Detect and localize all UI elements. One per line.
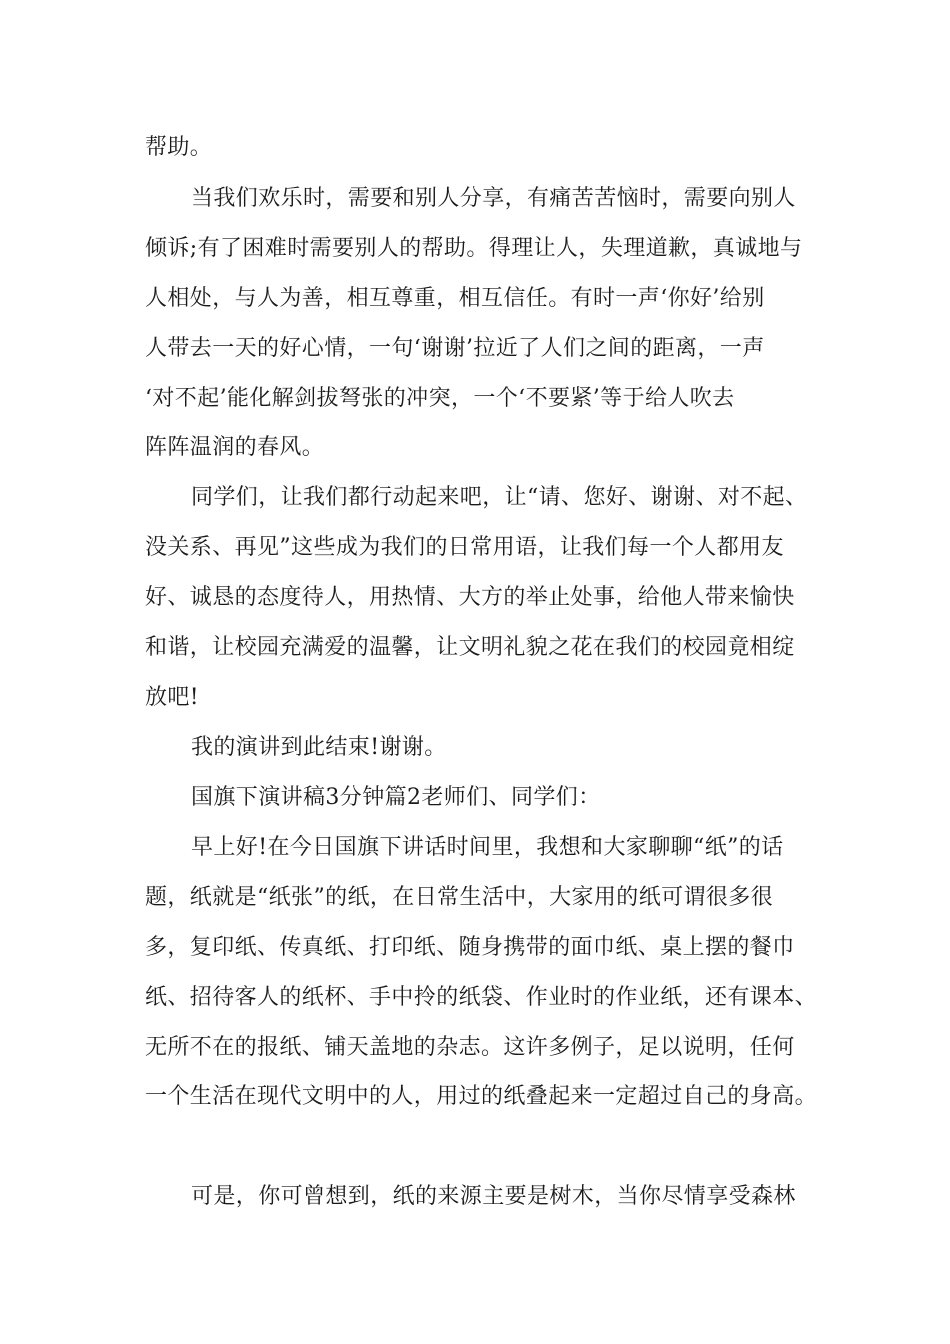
paragraph-start: 我的演讲到此结束!谢谢。 bbox=[191, 735, 447, 760]
paragraph-start: 同学们，让我们都行动起来吧，让“请、您好、谢谢、对不起、 bbox=[191, 485, 808, 510]
text-line: 无所不在的报纸、铺天盖地的杂志。这许多例子，足以说明，任何 bbox=[145, 1035, 795, 1060]
paragraph-start: 早上好!在今日国旗下讲话时间里，我想和大家聊聊“纸”的话 bbox=[191, 835, 784, 860]
text-line: ‘对不起’能化解剑拔弩张的冲突，一个‘不要紧’等于给人吹去 bbox=[145, 386, 735, 411]
paragraph-start: 当我们欢乐时，需要和别人分享，有痛苦苦恼时，需要向别人 bbox=[191, 186, 796, 211]
text-line: 帮助。 bbox=[145, 135, 213, 160]
text-line: 人相处，与人为善，相互尊重，相互信任。有时一声‘你好’给别 bbox=[145, 286, 765, 311]
text-line: 题，纸就是“纸张”的纸，在日常生活中，大家用的纸可谓很多很 bbox=[145, 885, 774, 910]
section-heading: 国旗下演讲稿3分钟篇2老师们、同学们： bbox=[191, 785, 601, 810]
text-line: 多，复印纸、传真纸、打印纸、随身携带的面巾纸、桌上摆的餐巾 bbox=[145, 935, 795, 960]
text-line: 倾诉;有了困难时需要别人的帮助。得理让人，失理道歉，真诚地与 bbox=[145, 236, 803, 261]
paragraph-start: 可是，你可曾想到，纸的来源主要是树木，当你尽情享受森林 bbox=[191, 1184, 796, 1209]
text-line: 阵阵温润的春风。 bbox=[145, 435, 325, 460]
text-line: 人带去一天的好心情，一句‘谢谢’拉近了人们之间的距离，一声 bbox=[145, 336, 765, 361]
text-line: 一个生活在现代文明中的人，用过的纸叠起来一定超过自己的身高。 bbox=[145, 1084, 818, 1109]
text-line: 纸、招待客人的纸杯、手中拎的纸袋、作业时的作业纸，还有课本、 bbox=[145, 985, 818, 1010]
text-line: 没关系、再见”这些成为我们的日常用语，让我们每一个人都用友 bbox=[145, 535, 784, 560]
text-line: 好、诚恳的态度待人，用热情、大方的举止处事，给他人带来愉快 bbox=[145, 585, 795, 610]
text-line: 放吧! bbox=[145, 685, 200, 710]
text-line: 和谐，让校园充满爱的温馨，让文明礼貌之花在我们的校园竟相绽 bbox=[145, 635, 795, 660]
